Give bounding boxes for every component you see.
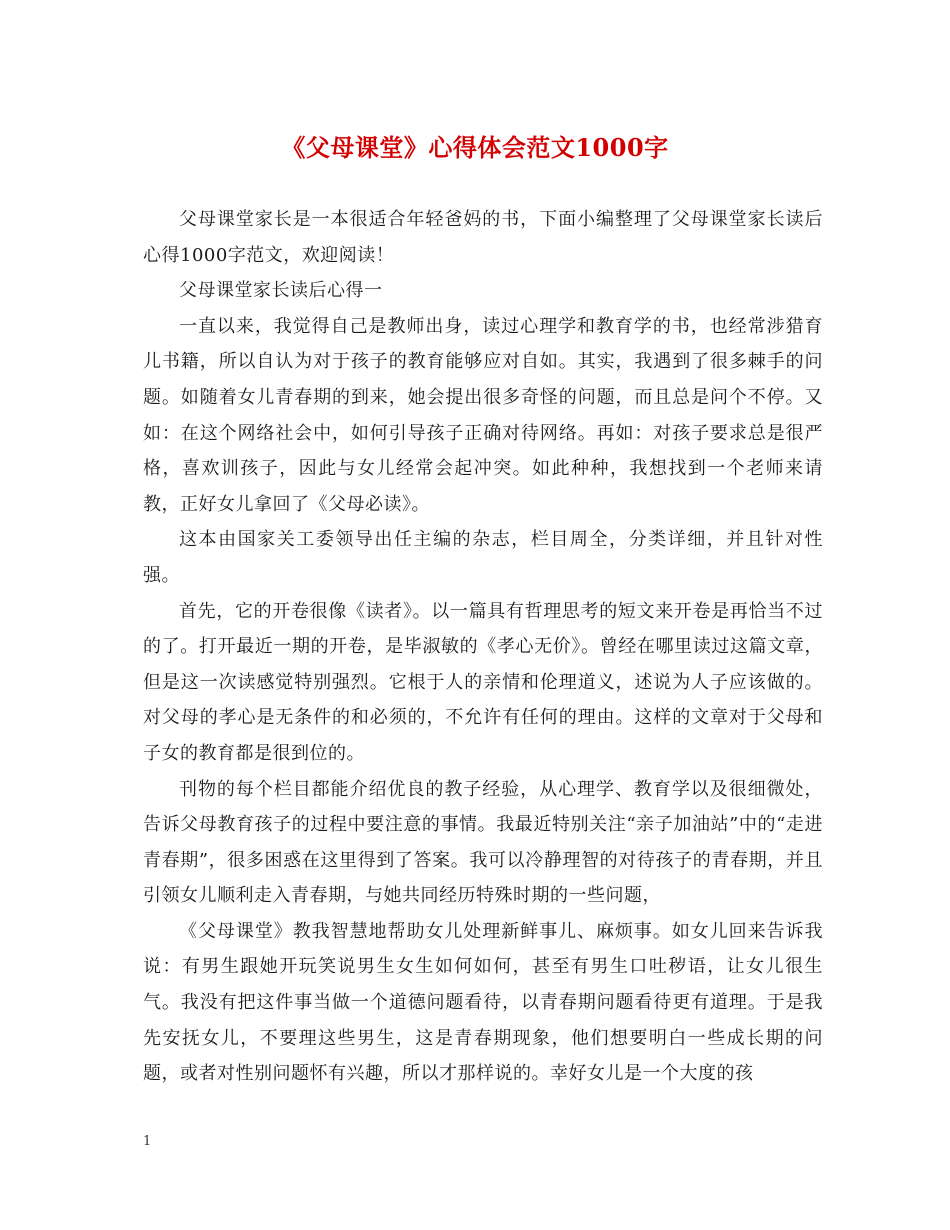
paragraph: 一直以来，我觉得自己是教师出身，读过心理学和教育学的书，也经常涉猎育儿书籍，所以自认为对于孩子的教育能够应对自如。其实，我遇到了很多棘手的问题。如随着女儿青春期的到来，她会提出很多奇怪的问题，而且总是问个不停。又如：在这个网络社会中，如何引导孩子正确对待网络。再如：对孩子要求总是很严格，喜欢训孩子，因此与女儿经常会起冲突。如此种种，我想找到一个老师来请教，正好女儿拿回了《父母必读》。 — [143, 315, 823, 515]
paragraph: 首先，它的开卷很像《读者》。以一篇具有哲理思考的短文来开卷是再恰当不过的了。打开最近一期的开卷，是毕淑敏的《孝心无价》。曾经在哪里读过这篇文章，但是这一次读感觉特别强烈。它根于人的亲情和伦理道义，述说为人子应该做的。对父母的孝心是无条件的和必须的，不允许有任何的理由。这样的文章对于父母和子女的教育都是很到位的。 — [143, 600, 823, 764]
paragraph: 刊物的每个栏目都能介绍优良的教子经验，从心理学、教育学以及很细微处，告诉父母教育孩子的过程中要注意的事情。我最近特别关注“亲子加油站”中的“走进青春期”，很多困惑在这里得到了答案。我可以冷静理智的对待孩子的青春期，并且引领女儿顺利走入青春期，与她共同经历特殊时期的一些问题， — [143, 778, 823, 907]
paragraph-subheading: 父母课堂家长读后心得一 — [179, 280, 383, 302]
page-number: 1 — [143, 1134, 152, 1149]
document-title: 《父母课堂》心得体会范文1000字 — [281, 133, 669, 162]
document-body — [143, 202, 823, 1092]
paragraph-intro: 父母课堂家长是一本很适合年轻爸妈的书，下面小编整理了父母课堂家长读后心得1000字范文，欢迎阅读！ — [143, 209, 823, 266]
paragraph: 这本由国家关工委领导出任主编的杂志，栏目周全，分类详细，并且针对性强。 — [143, 529, 823, 586]
paragraph: 《父母课堂》教我智慧地帮助女儿处理新鲜事儿、麻烦事。如女儿回来告诉我说：有男生跟她开玩笑说男生女生如何如何，甚至有男生口吐秽语，让女儿很生气。我没有把这件事当做一个道德问题看待，以青春期问题看待更有道理。于是我先安抚女儿，不要理这些男生，这是青春期现象，他们想要明白一些成长期的问题，或者对性别问题怀有兴趣，所以才那样说的。幸好女儿是一个大度的孩 — [143, 920, 823, 1085]
